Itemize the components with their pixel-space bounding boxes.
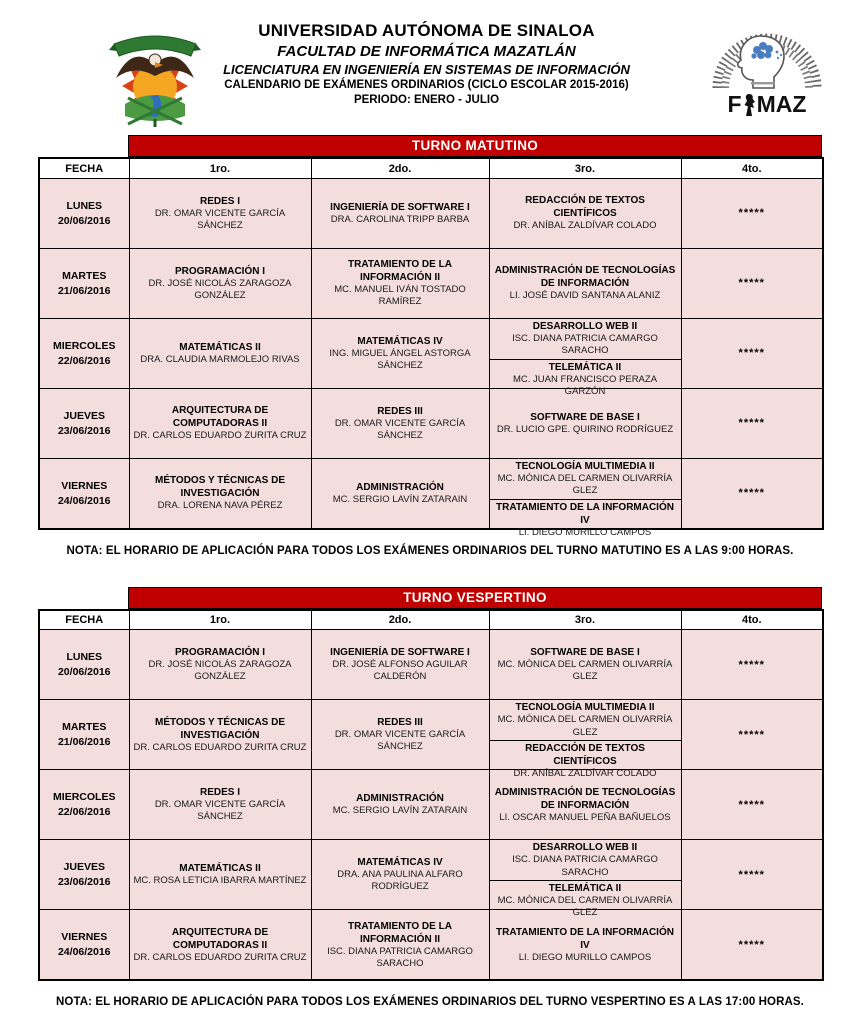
exam-cell [311,318,489,388]
teacher-name: MC. MÓNICA DEL CARMEN OLIVARRÍA GLEZ [497,895,673,919]
exam-cell [681,388,823,458]
exam-entry [130,249,311,318]
exam-entry [312,840,489,909]
exam-cell [129,700,311,770]
exam-entry [312,700,489,769]
teacher-name: DR. OMAR VICENTE GARCÍA SÁNCHEZ [154,207,286,231]
day-cell [39,910,129,981]
column-header: FECHA [39,610,129,630]
subject-name: INGENIERÍA DE SOFTWARE I [330,647,470,659]
exam-entry [312,179,489,248]
exam-cell [129,318,311,388]
exam-cell [311,458,489,529]
teacher-name: DR. JOSÉ NICOLÁS ZARAGOZA GONZÁLEZ [148,277,292,301]
schedule-tables [38,135,822,1008]
subject-name: TECNOLOGÍA MULTIMEDIA II [515,702,655,714]
schedule-row [39,770,823,840]
exam-cell [311,840,489,910]
exam-entry [130,179,311,248]
subject-name: REDACCIÓN DE TEXTOS CIENTÍFICOS [525,743,645,768]
subject-name: ADMINISTRACIÓN [356,481,444,493]
exam-entry [490,630,681,699]
exam-schedule-table [38,157,824,538]
day-name: LUNES [66,199,103,212]
exam-entry [130,319,311,388]
period-title: PERIODO: ENERO - JULIO [353,94,500,107]
teacher-name: LI. JOSÉ DAVID SANTANA ALANIZ [509,290,661,302]
schedule-row [39,910,823,981]
exam-schedule-table [38,609,824,982]
exam-cell [489,910,681,981]
teacher-name: DR. OMAR VICENTE GARCÍA SÁNCHEZ [334,729,466,753]
exam-entry [312,630,489,699]
day-cell [39,178,129,248]
exam-entry [490,179,681,248]
column-header: 4to. [681,610,823,630]
fimaz-text-maz: MAZ [756,91,807,117]
day-date: 24/06/2016 [57,494,111,507]
exam-table-section [38,135,822,557]
schedule-row [39,700,823,770]
fimaz-figure-icon [743,94,756,116]
subject-name: ADMINISTRACIÓN DE TECNOLOGÍAS DE INFORMACIÓN [494,786,676,811]
subject-name: PROGRAMACIÓN I [175,265,265,277]
exam-cell [129,248,311,318]
no-exam-stars: ***** [738,417,765,430]
teacher-name: MC. MÓNICA DEL CARMEN OLIVARRÍA GLEZ [497,714,673,738]
subject-name: DESARROLLO WEB II [532,320,638,332]
exam-cell [681,700,823,770]
exam-cell [681,770,823,840]
exam-cell [311,248,489,318]
exam-cell [311,910,489,981]
column-header-row [39,158,823,178]
day-name: MIERCOLES [53,339,116,352]
teacher-name: DRA. ANA PAULINA ALFARO RODRÍGUEZ [337,869,463,893]
no-exam-stars: ***** [738,728,765,741]
no-exam-stars: ***** [738,658,765,671]
day-name: VIERNES [61,931,108,944]
subject-name: REDACCIÓN DE TEXTOS CIENTÍFICOS [525,195,645,220]
exam-cell [129,388,311,458]
teacher-name: DR. CARLOS EDUARDO ZURITA CRUZ [133,741,307,753]
column-header-row [39,610,823,630]
exam-cell [129,770,311,840]
teacher-name: ISC. DIANA PATRICIA CAMARGO SARACHO [512,332,658,357]
turno-title-band: TURNO VESPERTINO [128,587,822,609]
exam-cell [311,388,489,458]
exam-entry [312,319,489,388]
day-name: VIERNES [61,479,108,492]
exam-entry [490,499,681,540]
exam-entry [312,910,489,979]
exam-entry [312,249,489,318]
teacher-name: DR. JOSÉ ALFONSO AGUILAR CALDERÓN [332,659,468,683]
exam-cell [489,630,681,700]
exam-cell [681,248,823,318]
teacher-name: DR. JOSÉ NICOLÁS ZARAGOZA GONZÁLEZ [148,659,292,683]
teacher-name: MC. SERGIO LAVÍN ZATARAIN [332,493,468,505]
exam-cell [489,770,681,840]
exam-entry [490,700,681,740]
subject-name: TECNOLOGÍA MULTIMEDIA II [515,460,655,472]
exam-entry [490,910,681,979]
head-profile-icon [701,22,833,92]
day-name: MARTES [62,721,107,734]
teacher-name: MC. SERGIO LAVÍN ZATARAIN [332,805,468,817]
schedule-row [39,178,823,248]
day-cell [39,458,129,529]
exam-cell [489,700,681,780]
subject-name: ADMINISTRACIÓN DE TECNOLOGÍAS DE INFORMACIÓN [494,265,676,290]
no-exam-stars: ***** [738,938,765,951]
exam-cell [129,630,311,700]
day-date: 21/06/2016 [57,284,111,297]
exam-entry [312,459,489,528]
exam-cell [681,178,823,248]
column-header: 4to. [681,158,823,178]
schedule-row [39,458,823,529]
teacher-name: DR. ANÍBAL ZALDÍVAR COLADO [513,768,657,780]
day-date: 22/06/2016 [57,354,111,367]
subject-name: TELEMÁTICA II [548,883,622,895]
exam-entry [490,770,681,839]
exam-cell [129,458,311,529]
teacher-name: DR. ANÍBAL ZALDÍVAR COLADO [513,220,657,232]
subject-name: ARQUITECTURA DE COMPUTADORAS II [171,405,269,430]
exam-cell [311,630,489,700]
exam-cell [311,700,489,770]
fimaz-text-f: F [727,91,742,117]
subject-name: REDES I [199,787,240,799]
exam-cell [681,458,823,529]
day-cell [39,770,129,840]
teacher-name: MC. JUAN FRANCISCO PERAZA GARZÓN [512,373,658,397]
subject-name: REDES III [377,717,423,729]
teacher-name: DR. OMAR VICENTE GARCÍA SÁNCHEZ [154,799,286,823]
exam-entry [130,840,311,909]
faculty-title: FACULTAD DE INFORMÁTICA MAZATLÁN [277,43,576,61]
subject-name: TRATAMIENTO DE LA INFORMACIÓN IV [496,926,674,951]
teacher-name: DRA. CLAUDIA MARMOLEJO RIVAS [140,353,300,365]
column-header: 3ro. [489,158,681,178]
exam-cell [681,910,823,981]
teacher-name: LI. OSCAR MANUEL PEÑA BAÑUELOS [499,811,671,823]
teacher-name: LI. DIEGO MURILLO CAMPOS [518,951,652,963]
day-cell [39,840,129,910]
exam-cell [311,178,489,248]
exam-cell [489,248,681,318]
exam-entry [490,459,681,499]
exam-entry [130,630,311,699]
subject-name: SOFTWARE DE BASE I [530,647,640,659]
teacher-name: MC. ROSA LETICIA IBARRA MARTÍNEZ [133,875,307,887]
subject-name: INGENIERÍA DE SOFTWARE I [330,201,470,213]
day-cell [39,388,129,458]
day-cell [39,318,129,388]
subject-name: MATEMÁTICAS IV [357,335,443,347]
day-cell [39,248,129,318]
fimaz-wordmark [701,93,833,116]
day-date: 22/06/2016 [57,806,111,819]
column-header: 2do. [311,610,489,630]
exam-entry [130,910,311,979]
exam-entry [130,700,311,769]
column-header: 1ro. [129,610,311,630]
day-date: 20/06/2016 [57,666,111,679]
day-date: 23/06/2016 [57,876,111,889]
exam-entry [490,249,681,318]
subject-name: TRATAMIENTO DE LA INFORMACIÓN II [348,920,452,945]
teacher-name: DRA. LORENA NAVA PÉREZ [157,500,283,512]
teacher-name: DRA. CAROLINA TRIPP BARBA [330,213,470,225]
column-header: 2do. [311,158,489,178]
day-cell [39,700,129,770]
subject-name: MÉTODOS Y TÉCNICAS DE INVESTIGACIÓN [154,716,286,741]
schedule-row [39,318,823,388]
subject-name: MÉTODOS Y TÉCNICAS DE INVESTIGACIÓN [154,475,286,500]
exam-cell [489,458,681,538]
exam-entry [490,319,681,359]
subject-name: SOFTWARE DE BASE I [530,411,640,423]
subject-name: MATEMÁTICAS IV [357,857,443,869]
exam-cell [489,840,681,919]
exam-entry [130,389,311,458]
schedule-note: NOTA: EL HORARIO DE APLICACIÓN PARA TODOS LOS EXÁMENES ORDINARIOS DEL TURNO MATUTINO ES A LAS 9:00 HORAS. [66,544,794,557]
column-header: FECHA [39,158,129,178]
no-exam-stars: ***** [738,487,765,500]
subject-name: ADMINISTRACIÓN [356,793,444,805]
teacher-name: DR. CARLOS EDUARDO ZURITA CRUZ [133,430,307,442]
day-date: 24/06/2016 [57,946,111,959]
exam-cell [129,910,311,981]
day-name: JUEVES [63,861,105,874]
subject-name: ARQUITECTURA DE COMPUTADORAS II [171,926,269,951]
teacher-name: MC. MÓNICA DEL CARMEN OLIVARRÍA GLEZ [497,659,673,683]
day-date: 23/06/2016 [57,424,111,437]
subject-name: REDES III [377,405,423,417]
teacher-name: ISC. DIANA PATRICIA CAMARGO SARACHO [512,854,658,878]
exam-entry [490,840,681,880]
teacher-name: DR. CARLOS EDUARDO ZURITA CRUZ [133,951,307,963]
exam-entry [490,389,681,458]
exam-entry [312,389,489,458]
exam-entry [130,770,311,839]
subject-name: REDES I [199,195,240,207]
exam-cell [129,840,311,910]
schedule-row [39,840,823,910]
day-name: LUNES [66,651,103,664]
teacher-name: LI. DIEGO MURILLO CAMPOS [518,526,652,538]
day-date: 20/06/2016 [57,214,111,227]
day-date: 21/06/2016 [57,736,111,749]
teacher-name: ING. MIGUEL ÁNGEL ASTORGA SÁNCHEZ [329,347,471,371]
exam-entry [312,770,489,839]
no-exam-stars: ***** [738,207,765,220]
turno-title-band: TURNO MATUTINO [128,135,822,157]
subject-name: PROGRAMACIÓN I [175,647,265,659]
exam-cell [129,178,311,248]
schedule-row [39,630,823,700]
subject-name: TRATAMIENTO DE LA INFORMACIÓN II [348,259,452,284]
exam-cell [681,840,823,910]
exam-cell [489,178,681,248]
uas-crest-logo [100,24,210,129]
exam-cell [681,318,823,388]
eagle-crest-icon [100,24,210,129]
no-exam-stars: ***** [738,868,765,881]
exam-cell [681,630,823,700]
teacher-name: ISC. DIANA PATRICIA CAMARGO SARACHO [327,945,473,969]
subject-name: DESARROLLO WEB II [532,842,638,854]
exam-cell [489,388,681,458]
calendar-title: CALENDARIO DE EXÁMENES ORDINARIOS (CICLO ESCOLAR 2015-2016) [224,79,629,92]
schedule-row [39,388,823,458]
no-exam-stars: ***** [738,798,765,811]
schedule-note: NOTA: EL HORARIO DE APLICACIÓN PARA TODOS LOS EXÁMENES ORDINARIOS DEL TURNO VESPERTINO ES A LAS 17:00 HORAS. [56,996,804,1009]
subject-name: MATEMÁTICAS II [179,863,261,875]
no-exam-stars: ***** [738,347,765,360]
subject-name: MATEMÁTICAS II [179,341,261,353]
university-title: UNIVERSIDAD AUTÓNOMA DE SINALOA [258,21,595,40]
exam-cell [311,770,489,840]
exam-cell [489,318,681,397]
day-name: JUEVES [63,409,105,422]
exam-entry [130,459,311,528]
program-title: LICENCIATURA EN INGENIERÍA EN SISTEMAS DE INFORMACIÓN [223,61,630,77]
subject-name: TRATAMIENTO DE LA INFORMACIÓN IV [496,501,674,526]
teacher-name: DR. LUCIO GPE. QUIRINO RODRÍGUEZ [496,423,674,435]
day-name: MARTES [62,269,107,282]
exam-table-section [38,587,822,1009]
no-exam-stars: ***** [738,277,765,290]
column-header: 1ro. [129,158,311,178]
teacher-name: MC. MÓNICA DEL CARMEN OLIVARRÍA GLEZ [497,472,673,497]
teacher-name: DR. OMAR VICENTE GARCÍA SÁNCHEZ [334,417,466,441]
column-header: 3ro. [489,610,681,630]
fimaz-brain-logo [701,22,833,120]
teacher-name: MC. MANUEL IVÁN TOSTADO RAMÍREZ [334,284,466,308]
day-cell [39,630,129,700]
day-name: MIERCOLES [53,791,116,804]
schedule-row [39,248,823,318]
subject-name: TELEMÁTICA II [548,361,622,373]
